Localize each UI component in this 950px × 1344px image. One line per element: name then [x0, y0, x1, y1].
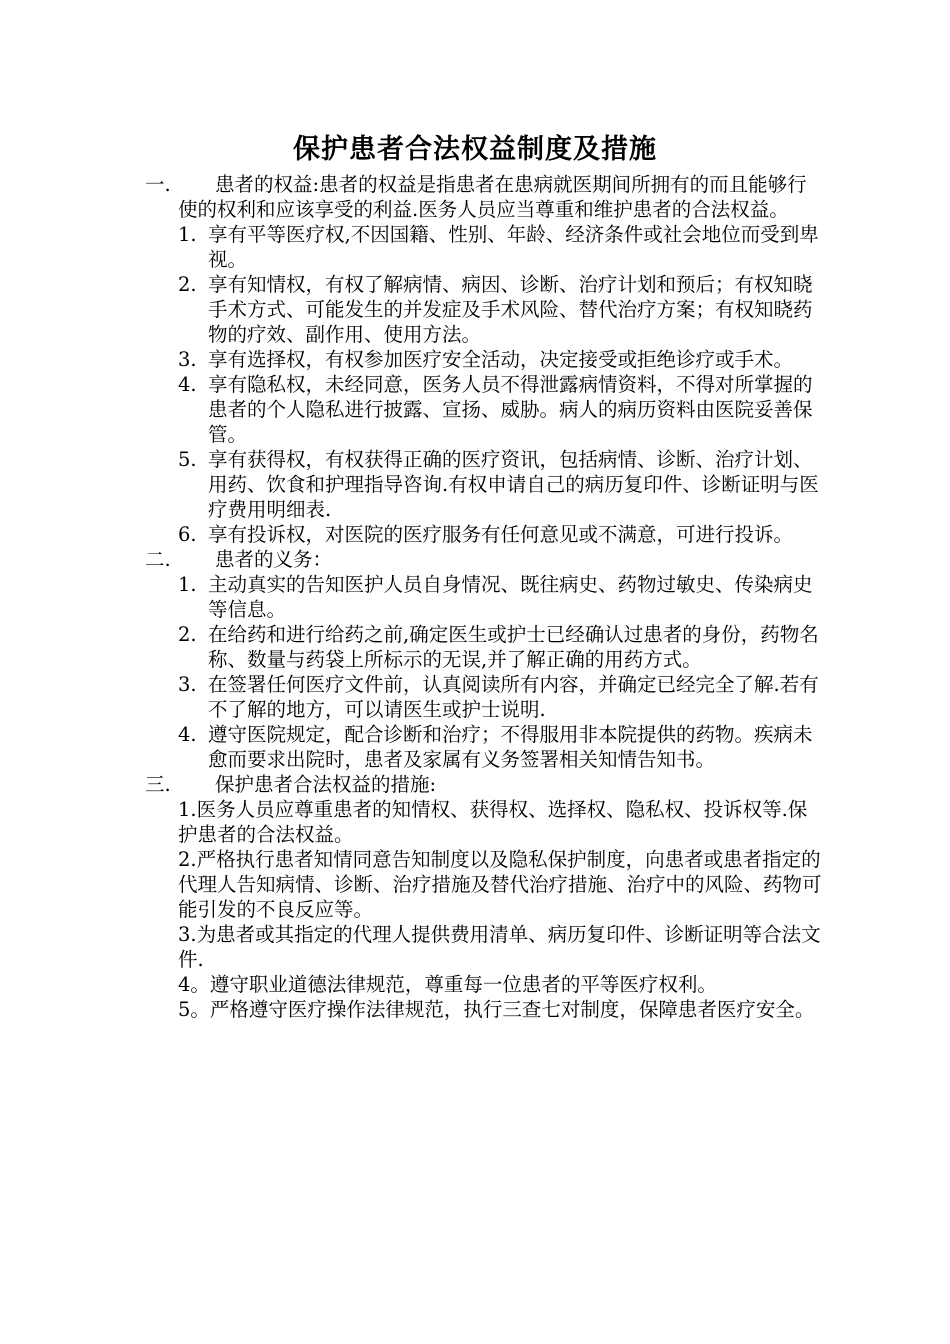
section-number: 一. — [145, 173, 171, 196]
measure-paragraph: 1.医务人员应尊重患者的知情权、获得权、选择权、隐私权、投诉权等.保护患者的合法权益。 — [178, 798, 808, 846]
list-item — [178, 272, 825, 347]
list-item — [178, 622, 825, 672]
section-heading-obligations — [145, 547, 825, 572]
list-item — [178, 672, 825, 722]
list-item-text: 在给药和进行给药之前,确定医生或护士已经确认过患者的身份，药物名称、数量与药袋上所标示的无误,并了解正确的用药方式。 — [208, 623, 819, 671]
list-item-number: 6. — [178, 523, 197, 546]
document-title: 保护患者合法权益制度及措施 — [293, 134, 657, 165]
list-item — [178, 572, 825, 622]
measure-paragraph: 2.严格执行患者知情同意告知制度以及隐私保护制度，向患者或患者指定的代理人告知病情、诊断、治疗措施及替代治疗措施、治疗中的风险、药物可能引发的不良反应等。 — [178, 848, 822, 921]
rights-list — [145, 222, 825, 547]
list-item — [178, 372, 825, 447]
list-item-text: 享有知情权，有权了解病情、病因、诊断、治疗计划和预后；有权知晓手术方式、可能发生的并发症及手术风险、替代治疗方案；有权知晓药物的疗效、副作用、使用方法。 — [208, 273, 813, 346]
list-item-number: 4. — [178, 373, 197, 396]
section-heading-text: 保护患者合法权益的措施: — [215, 773, 437, 796]
list-item — [178, 347, 825, 372]
list-item-text: 享有隐私权，未经同意，医务人员不得泄露病情资料，不得对所掌握的患者的个人隐私进行披露、宣扬、威胁。病人的病历资料由医院妥善保管。 — [208, 373, 813, 446]
list-item-text: 享有平等医疗权,不因国籍、性别、年龄、经济条件或社会地位而受到卑视。 — [208, 223, 819, 271]
list-item-number: 3. — [178, 673, 197, 696]
list-item-text: 遵守医院规定，配合诊断和治疗；不得服用非本院提供的药物。疾病未愈而要求出院时，患者及家属有义务签署相关知情告知书。 — [208, 723, 813, 771]
list-item-number: 4. — [178, 723, 197, 746]
list-item-text: 在签署任何医疗文件前，认真阅读所有内容，并确定已经完全了解.若有不了解的地方，可以请医生或护士说明. — [208, 673, 819, 721]
list-item-number: 2. — [178, 273, 197, 296]
section-heading-rights — [145, 172, 825, 222]
list-item — [178, 522, 825, 547]
list-item-number: 1. — [178, 573, 197, 596]
list-item — [178, 222, 825, 272]
list-item-number: 2. — [178, 623, 197, 646]
list-item — [178, 722, 825, 772]
list-item-text: 享有投诉权，对医院的医疗服务有任何意见或不满意，可进行投诉。 — [208, 523, 794, 546]
obligations-list — [145, 572, 825, 772]
section-heading-text: 患者的义务： — [215, 548, 333, 571]
section-heading-measures — [145, 772, 825, 797]
measure-paragraph: 5。严格遵守医疗操作法律规范，执行三查七对制度，保障患者医疗安全。 — [178, 998, 815, 1021]
list-item-text: 享有选择权，有权参加医疗安全活动，决定接受或拒绝诊疗或手术。 — [208, 348, 794, 371]
measure-paragraph: 3.为患者或其指定的代理人提供费用清单、病历复印件、诊断证明等合法文件. — [178, 923, 821, 971]
list-item-text: 主动真实的告知医护人员自身情况、既往病史、药物过敏史、传染病史等信息。 — [208, 573, 813, 621]
document-body — [145, 172, 825, 1022]
list-item-number: 1. — [178, 223, 197, 246]
section-number: 二. — [145, 548, 171, 571]
section-number: 三. — [145, 773, 171, 796]
list-item-number: 3. — [178, 348, 197, 371]
measure-paragraph: 4。遵守职业道德法律规范，尊重每一位患者的平等医疗权利。 — [178, 973, 717, 996]
section-heading-text: 患者的权益:患者的权益是指患者在患病就医期间所拥有的而且能够行使的权利和应该享受的利益.医务人员应当尊重和维护患者的合法权益。 — [178, 173, 807, 221]
measures-list — [145, 797, 825, 1022]
list-item-text: 享有获得权，有权获得正确的医疗资讯，包括病情、诊断、治疗计划、用药、饮食和护理指导咨询.有权申请自己的病历复印件、诊断证明与医疗费用明细表. — [208, 448, 819, 521]
list-item — [178, 447, 825, 522]
list-item-number: 5. — [178, 448, 197, 471]
